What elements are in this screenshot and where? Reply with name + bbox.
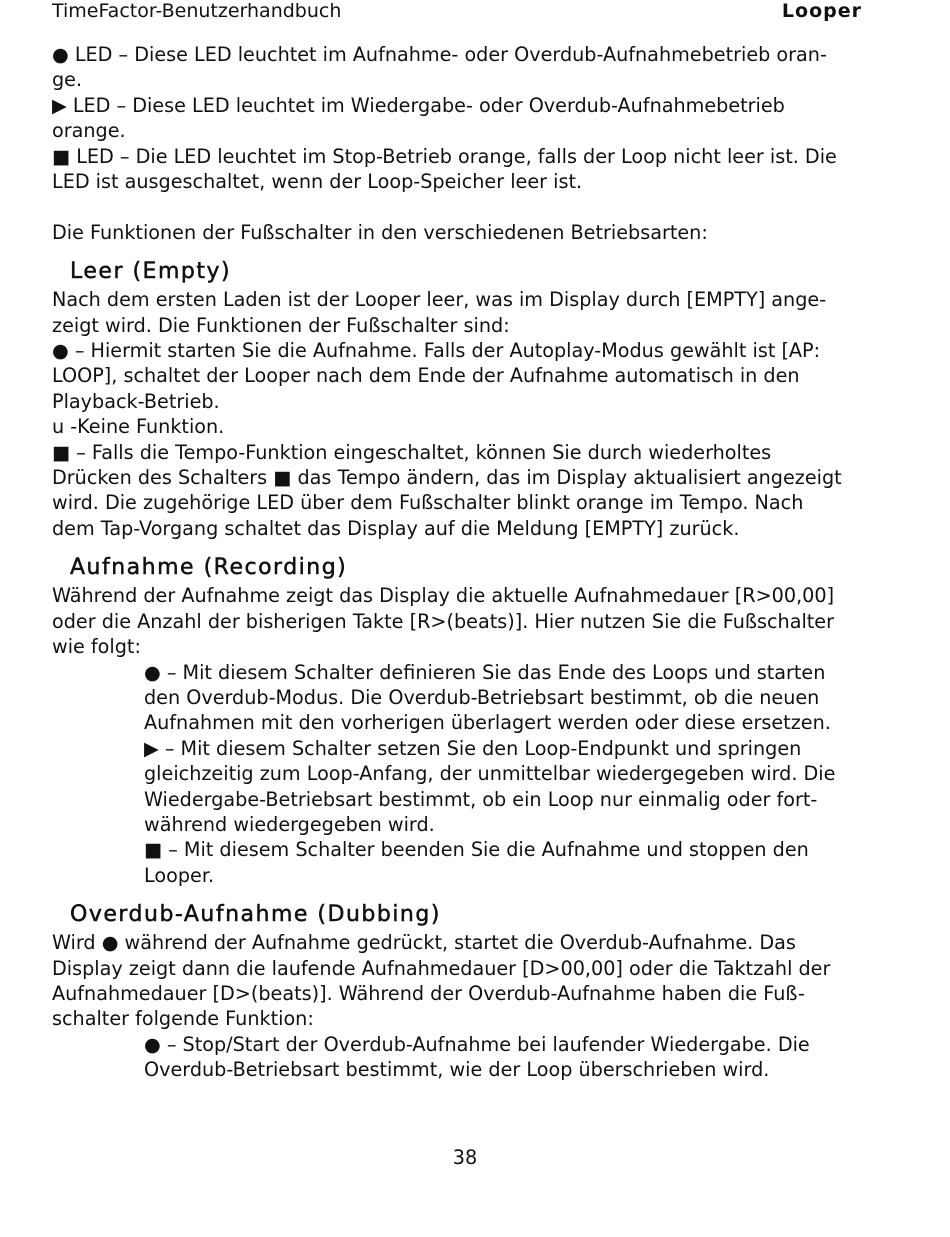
indented-line: ■ – Mit diesem Schalter beenden Sie die Aufnahme und stoppen den [144,838,809,862]
manual-title: TimeFactor-Benutzerhandbuch [52,0,342,22]
heading-dubbing: Overdub-Aufnahme (Dubbing) [70,902,441,928]
indented-line: ● – Mit diesem Schalter definieren Sie das Ende des Loops und starten [144,660,826,684]
text-line: Aufnahmedauer [D>(beats)]. Während der Overdub-Aufnahme haben die Fuß- [52,981,805,1005]
indented-line: ● – Stop/Start der Overdub-Aufnahme bei laufender Wiedergabe. Die [144,1032,810,1056]
heading-empty: Leer (Empty) [70,259,232,285]
spacer [52,245,882,257]
spacer [52,541,882,553]
text-line: dem Tap-Vorgang schaltet das Display auf die Meldung [EMPTY] zurück. [52,516,740,540]
text-line: u -Keine Funktion. [52,415,225,439]
led-record-line-cont: ge. [52,68,83,92]
spacer [52,194,882,219]
led-stop-line-cont: LED ist ausgeschaltet, wenn der Loop-Speicher leer ist. [52,170,583,194]
indented-line: Aufnahmen mit den vorherigen überlagert werden oder diese ersetzen. [144,711,831,735]
text-line: Playback-Betrieb. [52,389,220,413]
indented-line: ▶ – Mit diesem Schalter setzen Sie den Loop-Endpunkt und springen [144,736,802,760]
indented-line: während wiedergegeben wird. [144,812,435,836]
text-line: zeigt wird. Die Funktionen der Fußschalter sind: [52,313,510,337]
text-line: ■ – Falls die Tempo-Funktion eingeschaltet, können Sie durch wiederholtes [52,440,772,464]
text-line: Wird ● während der Aufnahme gedrückt, startet die Overdub-Aufnahme. Das [52,931,796,955]
text-line: Während der Aufnahme zeigt das Display die aktuelle Aufnahmedauer [R>00,00] [52,584,835,608]
text-line: ● – Hiermit starten Sie die Aufnahme. Falls der Autoplay-Modus gewählt ist [AP: [52,339,821,363]
page-header [52,0,862,24]
text-line: Drücken des Schalters ■ das Tempo ändern, das im Display aktualisiert angezeigt [52,466,842,490]
indented-block [52,1032,882,1083]
text-line: schalter folgende Funktion: [52,1007,314,1031]
text-line: Display zeigt dann die laufende Aufnahmedauer [D>00,00] oder die Taktzahl der [52,956,831,980]
indented-line: Overdub-Betriebsart bestimmt, wie der Loop überschrieben wird. [144,1058,770,1082]
heading-recording: Aufnahme (Recording) [70,555,348,581]
led-play-line: ▶ LED – Diese LED leuchtet im Wiedergabe- oder Overdub-Aufnahmebetrieb [52,93,785,117]
spacer [52,888,882,900]
indented-line: Looper. [144,863,215,887]
led-record-line: ● LED – Diese LED leuchtet im Aufnahme- oder Overdub-Aufnahmebetrieb oran- [52,43,827,66]
text-line: LOOP], schaltet der Looper nach dem Ende der Aufnahme automatisch in den [52,364,800,388]
indented-line: den Overdub-Modus. Die Overdub-Betriebsart bestimmt, ob die neuen [144,685,820,709]
text-line: Nach dem ersten Laden ist der Looper leer, was im Display durch [EMPTY] ange- [52,288,827,312]
indented-line: Wiedergabe-Betriebsart bestimmt, ob ein Loop nur einmalig oder fort- [144,787,818,811]
indented-line: gleichzeitig zum Loop-Anfang, der unmittelbar wiedergegeben wird. Die [144,762,836,786]
text-line: wird. Die zugehörige LED über dem Fußschalter blinkt orange im Tempo. Nach [52,491,804,515]
page-number: 38 [452,1146,478,1169]
indented-block [52,660,882,889]
text-line: wie folgt: [52,635,141,659]
text-line: oder die Anzahl der bisherigen Takte [R>(beats)]. Hier nutzen Sie die Fußschalter [52,609,835,633]
functions-intro: Die Funktionen der Fußschalter in den verschiedenen Betriebsarten: [52,220,708,244]
led-play-line-cont: orange. [52,119,126,143]
page-content [52,42,882,1083]
led-stop-line: ■ LED – Die LED leuchtet im Stop-Betrieb orange, falls der Loop nicht leer ist. Die [52,144,837,168]
section-title: Looper [781,0,862,22]
